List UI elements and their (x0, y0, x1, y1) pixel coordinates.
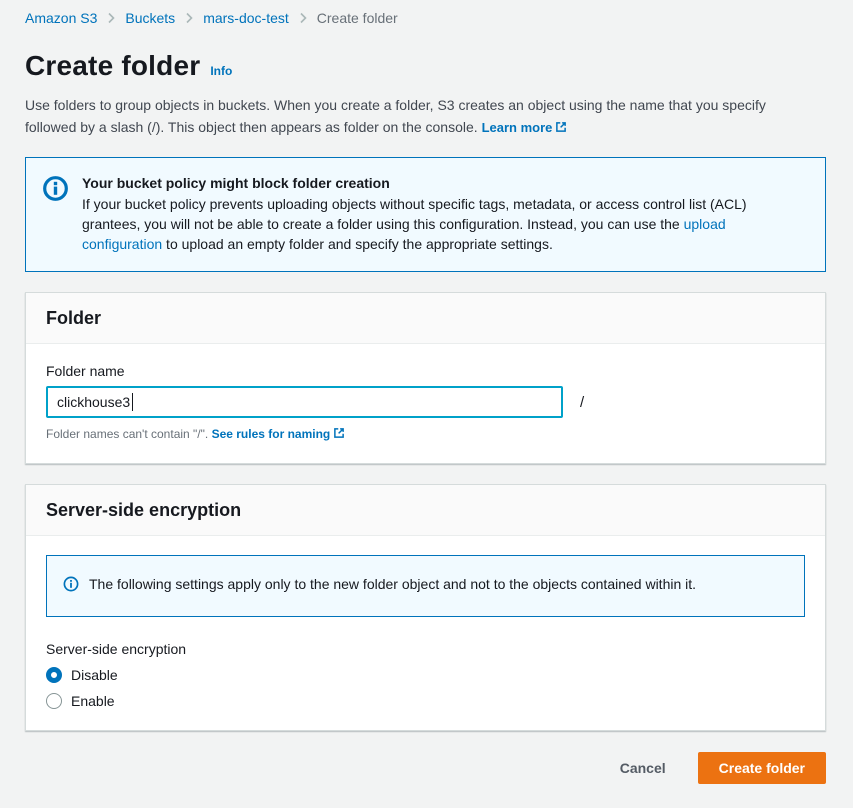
folder-card (25, 292, 826, 464)
info-circle-icon (42, 173, 69, 254)
alert-content (82, 173, 807, 254)
info-circle-icon (63, 576, 79, 596)
learn-more-link[interactable]: Learn more (482, 120, 568, 135)
encryption-section-title: Server-side encryption (46, 500, 242, 520)
chevron-right-icon (106, 12, 116, 24)
chevron-right-icon (184, 12, 194, 24)
info-link[interactable]: Info (210, 64, 233, 78)
folder-name-input[interactable] (46, 386, 563, 418)
breadcrumb-current: Create folder (316, 10, 398, 26)
chevron-right-icon (298, 12, 308, 24)
page-title: Create folder (25, 50, 201, 81)
breadcrumb (25, 10, 826, 26)
folder-card-header (26, 293, 825, 344)
radio-unselected-icon[interactable] (46, 693, 62, 709)
encryption-field-label: Server-side encryption (46, 641, 187, 657)
text-caret (132, 393, 133, 411)
breadcrumb-bucket-name[interactable]: mars-doc-test (203, 10, 289, 26)
encryption-card (25, 484, 826, 731)
folder-name-label: Folder name (46, 363, 125, 379)
footer-actions (25, 752, 826, 784)
naming-rules-link[interactable]: See rules for naming (212, 427, 346, 441)
create-folder-button[interactable]: Create folder (698, 752, 826, 784)
folder-name-row (46, 386, 805, 418)
encryption-info-text: The following settings apply only to the new folder object and not to the objects contained within it. (89, 576, 697, 592)
bucket-policy-alert (25, 157, 826, 272)
radio-option-enable[interactable] (46, 693, 805, 709)
description-text: Use folders to group objects in buckets. When you create a folder, S3 creates an object using the name that you specify followed by a slash (/). This object then appears as folder on the console. (25, 97, 766, 135)
helper-text: Folder names can't contain "/". (46, 427, 212, 441)
folder-card-body (26, 344, 825, 463)
page-title-row (25, 50, 826, 82)
encryption-card-body (26, 536, 825, 730)
encryption-card-header (26, 485, 825, 536)
radio-option-disable[interactable] (46, 667, 805, 683)
alert-title: Your bucket policy might block folder creation (82, 175, 390, 191)
radio-label: Disable (71, 667, 118, 683)
encryption-info-box (46, 555, 805, 617)
radio-selected-icon[interactable] (46, 667, 62, 683)
folder-name-helper (46, 427, 805, 442)
breadcrumb-buckets[interactable]: Buckets (125, 10, 176, 26)
radio-label: Enable (71, 693, 115, 709)
upload-configuration-link[interactable]: upload configuration (82, 216, 726, 252)
breadcrumb-amazon-s3[interactable]: Amazon S3 (25, 10, 98, 26)
slash-suffix: / (580, 393, 585, 411)
external-link-icon (333, 427, 345, 442)
page-description (25, 94, 795, 140)
folder-section-title: Folder (46, 308, 102, 328)
alert-body: If your bucket policy prevents uploading objects without specific tags, metadata, or access control list (ACL) grantees, you will not be able to create a folder using this configuration. Instead, you can use the upload configuration to upload an empty folder and specify the appropriate settings. (82, 196, 747, 252)
external-link-icon (555, 118, 567, 140)
cancel-button[interactable]: Cancel (618, 754, 668, 782)
